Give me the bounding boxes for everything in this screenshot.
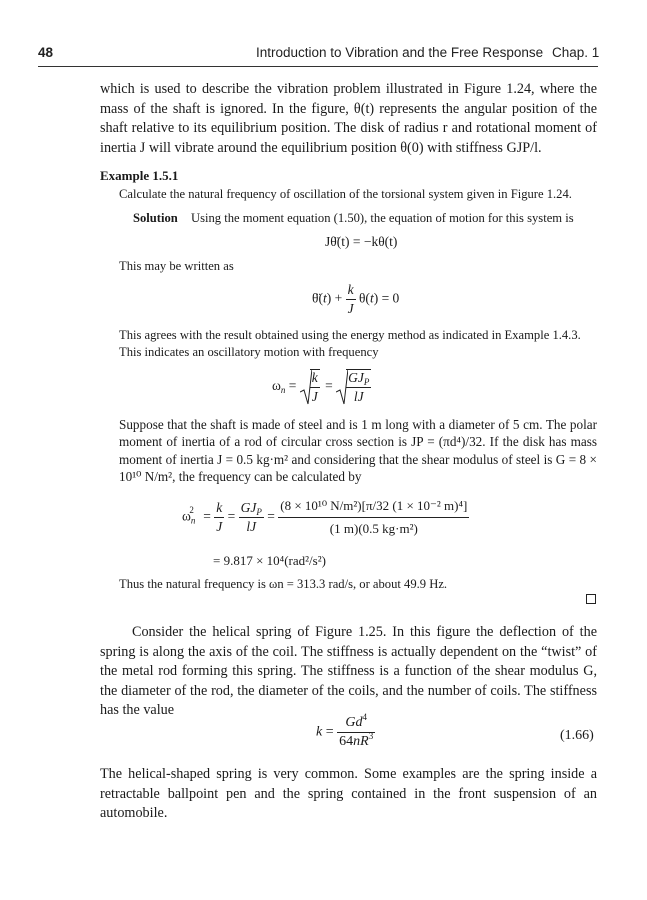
helical-paragraph: Consider the helical spring of Figure 1.25. In this figure the deflection of the spring is along the axis of the coil. The stiffness is actually dependent on the “twist” of the metal rod forming this spring. The stiffness is a function of the shear modulus G, the diameter of the rod, the diameter of the coils, and the number of coils. The stiffness has the value xyxy=(100,624,597,718)
header-rule xyxy=(38,66,598,67)
page-number: 48 xyxy=(38,45,54,60)
example-problem: Calculate the natural frequency of oscillation of the torsional system given in Figure 1.24. xyxy=(119,187,572,201)
agree-line-1: This agrees with the result obtained using the energy method as indicated in Example 1.4.3. xyxy=(119,328,581,342)
running-title: Introduction to Vibration and the Free Response xyxy=(256,45,544,60)
solution-label: Solution xyxy=(133,211,178,225)
calc-denominator: (1 m)(0.5 kg·m²) xyxy=(329,521,418,536)
equation-of-motion: Jθ̈(t) = −kθ(t) xyxy=(325,234,398,249)
closing-paragraph: The helical-shaped spring is very common. Some examples are the spring inside a retractable ballpoint pen and the spring contained in the front suspension of an automobile. xyxy=(100,766,597,821)
suppose-paragraph: Suppose that the shaft is made of steel and is 1 m long with a diameter of 5 cm. The polar moment of inertia of a rod of circular cross section is JP = (πd⁴)/32. If the disk has mass moment of inertia J = 0.5 kg·m² and considering that the shear modulus of steel is G = 8 × 10¹⁰ N/m², the frequency can be calculated by xyxy=(119,417,597,484)
agree-line-2: This indicates an oscillatory motion with frequency xyxy=(119,345,379,359)
example-heading: Example 1.5.1 xyxy=(100,168,179,183)
chapter-label: Chap. 1 xyxy=(552,45,600,60)
calc-result: = 9.817 × 10⁴(rad²/s²) xyxy=(213,553,326,568)
intro-paragraph: which is used to describe the vibration problem illustrated in Figure 1.24, where the mass of the shaft is ignored. In the figure, θ(t) represents the angular position of the shaft relative to its equilibrium position. The disk of radius r and rotational moment of inertia J will vibrate around the equilibrium position θ(0) with stiffness GJP/l. xyxy=(100,81,597,156)
calc-numerator: (8 × 10¹⁰ N/m²)[π/32 (1 × 10⁻² m)⁴] xyxy=(278,498,469,518)
example-conclusion: Thus the natural frequency is ωn = 313.3 rad/s, or about 49.9 Hz. xyxy=(119,577,448,591)
end-of-example-box xyxy=(586,594,596,604)
normalized-equation: θ̈(t) + $\frac{k}{J}$ θ(t) = 0 xyxy=(312,282,400,316)
natural-frequency-equation: $\omega_n$ = $\frac{k}{J}$ = $\frac{GJ_P}{lJ}$ xyxy=(272,370,370,404)
equation-number: (1.66) xyxy=(560,728,594,743)
rewrite-text: This may be written as xyxy=(119,259,234,273)
frequency-calculation: $\omega_n^2$ = $\frac{k}{J}$ = $\frac{GJ_P}{lJ}$ = $\frac{\text{(8 × 10¹⁰ N/m²)[π/32 (1 × 10⁻² m)⁴]}}{\text{(1 m)(0.5 kg·m²)}}$ xyxy=(182,498,468,536)
spring-stiffness-equation: k = $\frac{Gd^4}{64nR^3}$ xyxy=(316,712,374,749)
solution-text: Using the moment equation (1.50), the equation of motion for this system is xyxy=(190,211,574,225)
